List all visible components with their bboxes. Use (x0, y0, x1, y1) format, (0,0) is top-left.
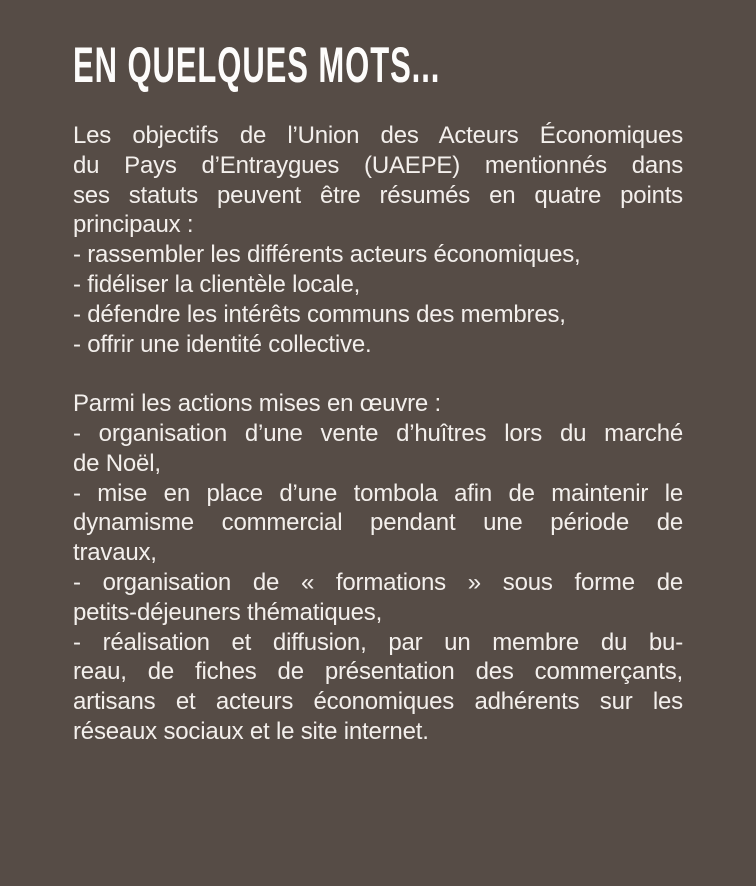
text-line: - défendre les intérêts communs des membres, (73, 300, 566, 328)
objectives-list (73, 240, 683, 359)
article-content (73, 121, 683, 747)
text-line: - organisation de « formations » sous forme de (73, 568, 683, 596)
text-line: - offrir une identité collective. (73, 330, 372, 358)
text-line: réseaux sociaux et le site internet. (73, 717, 429, 745)
text-line: - fidéliser la clientèle locale, (73, 270, 361, 298)
text-line: - organisation d’une vente d’huîtres lors du marché (73, 419, 683, 447)
text-line: travaux, (73, 539, 157, 567)
page-title (73, 37, 683, 93)
text-line: ses statuts peuvent être résumés en quatre points (73, 181, 683, 209)
text-line: - rassembler les différents acteurs économiques, (73, 241, 581, 269)
text-line: artisans et acteurs économiques adhérents sur les (73, 688, 683, 716)
page (0, 37, 756, 886)
text-line: principaux : (73, 211, 194, 239)
text-line: - réalisation et diffusion, par un membre du bu- (73, 628, 683, 656)
text-line: dynamisme commercial pendant une période de (73, 509, 683, 537)
actions-intro (73, 389, 683, 419)
action-item-tombola (73, 479, 683, 568)
text-line: petits-déjeuners thématiques, (73, 598, 383, 626)
text-line: Parmi les actions mises en œuvre : (73, 390, 441, 418)
text-line: reau, de fiches de présentation des commerçants, (73, 658, 683, 686)
text-line: Les objectifs de l’Union des Acteurs Économiques (73, 122, 683, 149)
text-line: de Noël, (73, 449, 161, 477)
action-item-fiches (73, 628, 683, 747)
action-item-formations (73, 568, 683, 628)
action-item-oysters (73, 419, 683, 479)
page-title-text: EN QUELQUES MOTS... (73, 37, 441, 93)
text-line: du Pays d’Entraygues (UAEPE) mentionnés dans (73, 151, 683, 179)
intro-paragraph (73, 121, 683, 240)
text-line: - mise en place d’une tombola afin de maintenir le (73, 479, 683, 507)
